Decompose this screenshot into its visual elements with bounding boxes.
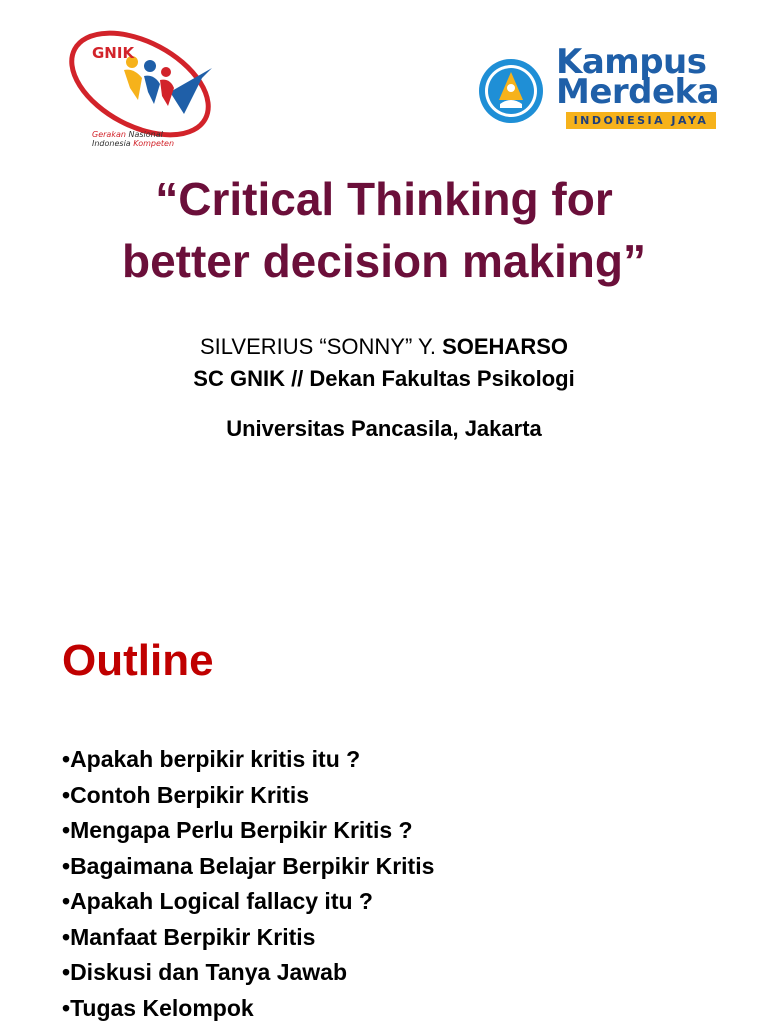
outline-list (62, 742, 434, 1026)
author-university: Universitas Pancasila, Jakarta (0, 414, 768, 444)
outline-item (62, 778, 434, 814)
author-surname: SOEHARSO (442, 334, 568, 359)
outline-item-text: Tugas Kelompok (70, 995, 254, 1021)
outline-item-text: Diskusi dan Tanya Jawab (70, 959, 347, 985)
outline-item (62, 991, 434, 1026)
author-name-prefix: SILVERIUS “SONNY” Y. (200, 334, 442, 359)
gnik-logo (62, 22, 222, 162)
kampus-wordmark: Kampus (556, 44, 707, 80)
bullet-icon: • (62, 746, 70, 772)
author-name (0, 332, 768, 362)
bullet-icon: • (62, 888, 70, 914)
gnik-wordmark: GNIK (92, 44, 134, 62)
outline-item (62, 884, 434, 920)
outline-item (62, 742, 434, 778)
gnik-caption-word: Nasional (128, 130, 162, 139)
gnik-caption-word: Gerakan (92, 130, 126, 139)
outline-item-text: Apakah Logical fallacy itu ? (70, 888, 373, 914)
outline-item (62, 920, 434, 956)
outline-slide (0, 560, 768, 1024)
slide-title-line: better decision making” (0, 230, 768, 292)
outline-item-text: Mengapa Perlu Berpikir Kritis ? (70, 817, 413, 843)
merdeka-wordmark: Merdeka (556, 74, 719, 110)
bullet-icon: • (62, 782, 70, 808)
kampus-merdeka-logo (470, 40, 730, 140)
outline-item-text: Apakah berpikir kritis itu ? (70, 746, 360, 772)
gnik-caption-word: Kompeten (133, 139, 174, 148)
outline-item-text: Bagaimana Belajar Berpikir Kritis (70, 853, 434, 879)
bullet-icon: • (62, 924, 70, 950)
outline-item (62, 849, 434, 885)
slide-title (0, 168, 768, 292)
bullet-icon: • (62, 959, 70, 985)
bullet-icon: • (62, 817, 70, 843)
slide-title-line: “Critical Thinking for (0, 168, 768, 230)
outline-item (62, 813, 434, 849)
author-role: SC GNIK // Dekan Fakultas Psikologi (0, 364, 768, 394)
outline-heading: Outline (62, 634, 214, 688)
bullet-icon: • (62, 853, 70, 879)
tut-wuri-handayani-emblem-icon (478, 58, 544, 124)
indonesia-jaya-band: INDONESIA JAYA (566, 112, 716, 129)
bullet-icon: • (62, 995, 70, 1021)
outline-item (62, 955, 434, 991)
gnik-caption-word: Indonesia (92, 139, 131, 148)
outline-item-text: Manfaat Berpikir Kritis (70, 924, 315, 950)
outline-item-text: Contoh Berpikir Kritis (70, 782, 309, 808)
gnik-caption (92, 130, 212, 148)
